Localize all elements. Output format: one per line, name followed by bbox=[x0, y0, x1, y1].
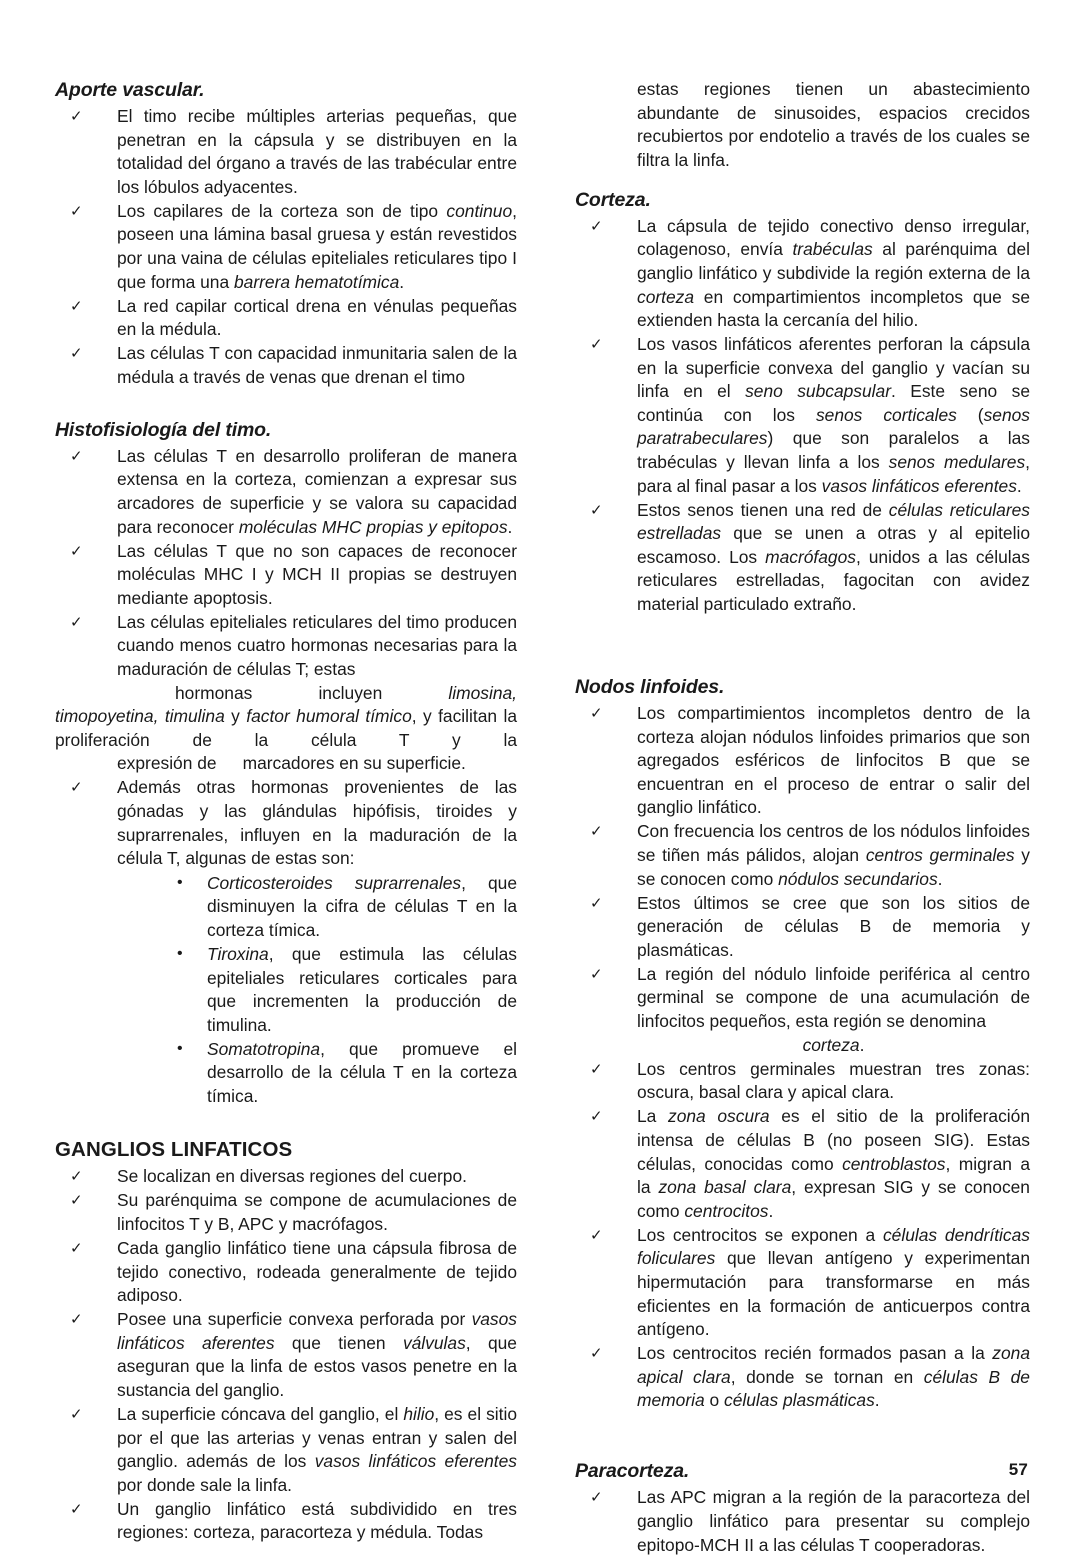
continuation-text: estas regiones tienen un abastecimiento abundante de sinusoides, espacios crecidos recubiertos por endotelio a través de los cuales se filtra la linfa. bbox=[637, 79, 1030, 170]
check-icon: ✓ bbox=[70, 447, 83, 465]
list-ganglios-linfaticos bbox=[55, 1165, 517, 1545]
two-column-body bbox=[55, 78, 1030, 1558]
check-icon: ✓ bbox=[70, 1311, 83, 1329]
list-item bbox=[575, 1486, 1030, 1557]
continuation-paragraph bbox=[575, 78, 1030, 172]
list-item bbox=[55, 1189, 517, 1236]
check-icon: ✓ bbox=[70, 1406, 83, 1424]
list-item bbox=[55, 611, 517, 776]
list-nodos-linfoides bbox=[575, 702, 1030, 1413]
check-icon: ✓ bbox=[590, 1345, 603, 1363]
list-aporte-vascular bbox=[55, 105, 517, 389]
list-item-text: Su parénquima se compone de acumulaciones de linfocitos T y B, APC y macrófagos. bbox=[117, 1190, 517, 1234]
list-item bbox=[575, 963, 1030, 1057]
list-item-text: La superficie cóncava del ganglio, el hilio, es el sitio por el que las arterias y venas entran y salen del ganglio. además de los vasos linfáticos eferentes por donde sale la linfa. bbox=[117, 1404, 518, 1495]
list-item bbox=[575, 702, 1030, 820]
list-item bbox=[55, 200, 517, 294]
list-item-text: Un ganglio linfático está subdividido en tres regiones: corteza, paracorteza y médula. Todas bbox=[117, 1498, 517, 1543]
list-item-text: Tiroxina, que estimula las células epiteliales reticulares corticales para que incrementen la producción de timulina. bbox=[207, 943, 517, 1035]
list-item-text: Cada ganglio linfático tiene una cápsula fibrosa de tejido conectivo, rodeada generalmente de tejido adiposo. bbox=[117, 1238, 517, 1306]
check-icon: ✓ bbox=[590, 823, 603, 841]
list-item bbox=[575, 1224, 1030, 1342]
list-item bbox=[55, 943, 517, 1037]
section-spacer bbox=[575, 617, 1030, 675]
list-item-text: Además otras hormonas provenientes de las gónadas y las glándulas hipófisis, tiroides y suprarrenales, influyen en la maduración de la célula T, algunas de estas son: bbox=[117, 777, 517, 869]
list-item-text: La red capilar cortical drena en vénulas pequeñas en la médula. bbox=[117, 295, 517, 340]
left-column bbox=[55, 78, 517, 1546]
check-icon: ✓ bbox=[70, 1240, 83, 1257]
check-icon: ✓ bbox=[70, 297, 83, 315]
check-icon: ✓ bbox=[590, 705, 603, 723]
bullet-icon: • bbox=[177, 1039, 183, 1057]
heading-aporte-vascular: Aporte vascular. bbox=[55, 79, 205, 101]
list-item bbox=[575, 333, 1030, 498]
list-item-text: La cápsula de tejido conectivo denso irregular, colagenoso, envía trabéculas al parénquima del ganglio linfático y subdivide la región externa de la corteza en compartimientos incompletos que se extienden hasta la cercanía del hilio. bbox=[637, 215, 1030, 331]
right-column bbox=[575, 78, 1030, 1558]
check-icon: ✓ bbox=[590, 1489, 603, 1507]
check-icon: ✓ bbox=[70, 542, 83, 560]
list-item bbox=[575, 820, 1030, 891]
check-icon: ✓ bbox=[590, 336, 603, 354]
list-item-text: La zona oscura es el sitio de la proliferación intensa de células B (no poseen SIG). Estas células, conocidas como centroblastos, migran a la zona basal clara, expresan SIG y se conocen como centrocitos. bbox=[637, 1106, 1030, 1221]
sublist-hormonas bbox=[55, 872, 517, 1109]
list-item bbox=[55, 105, 517, 199]
check-icon: ✓ bbox=[590, 1060, 603, 1078]
page-number: 57 bbox=[1008, 1460, 1028, 1479]
list-paracorteza bbox=[575, 1486, 1030, 1557]
list-item bbox=[55, 1498, 517, 1545]
section-spacer bbox=[575, 1413, 1030, 1459]
list-item bbox=[575, 499, 1030, 617]
list-item bbox=[55, 295, 517, 342]
list-item bbox=[55, 776, 517, 870]
list-item-text: Estos senos tienen una red de células reticulares estrelladas que se unen a otras y al epitelio escamoso. Los macrófagos, unidos a las células reticulares estrelladas, fagocitan con avidez material particulado extraño. bbox=[637, 499, 1030, 615]
list-histofisiologia bbox=[55, 445, 517, 871]
check-icon: ✓ bbox=[70, 613, 83, 631]
check-icon: ✓ bbox=[70, 779, 83, 797]
section-spacer bbox=[55, 1109, 517, 1137]
heading-histofisiologia-del-timo: Histofisiología del timo. bbox=[55, 418, 272, 441]
list-item bbox=[575, 215, 1030, 333]
list-item-text: Se localizan en diversas regiones del cuerpo. bbox=[117, 1166, 467, 1187]
check-icon: ✓ bbox=[590, 965, 603, 983]
check-icon: ✓ bbox=[590, 1226, 603, 1244]
check-icon: ✓ bbox=[70, 1168, 83, 1186]
list-item bbox=[55, 1308, 517, 1402]
list-item bbox=[55, 1403, 517, 1497]
heading-ganglios-linfaticos: GANGLIOS LINFATICOS bbox=[55, 1138, 293, 1162]
heading-corteza: Corteza. bbox=[575, 188, 651, 211]
list-item-text: La región del nódulo linfoide periférica al centro germinal se compone de una acumulación de linfocitos pequeños, esta región se denomina corteza. bbox=[637, 963, 1030, 1055]
check-icon: ✓ bbox=[70, 1500, 83, 1518]
list-item bbox=[55, 872, 517, 943]
list-item-text: Las APC migran a la región de la paracorteza del ganglio linfático para presentar su complejo epitopo-MCH II a las células T cooperadoras. bbox=[637, 1487, 1030, 1555]
check-icon: ✓ bbox=[590, 1108, 603, 1126]
heading-paracorteza: Paracorteza. bbox=[575, 1460, 690, 1483]
list-item bbox=[55, 445, 517, 539]
list-item-text: Las células T en desarrollo proliferan de manera extensa en la corteza, comienzan a expresar sus arcadores de superficie y se valora su capacidad para reconocer moléculas MHC propias y epitopos. bbox=[117, 445, 517, 537]
bullet-icon: • bbox=[177, 944, 183, 962]
list-item-text: Posee una superficie convexa perforada por vasos linfáticos aferentes que tienen válvulas, que aseguran que la linfa de estos vasos penetre en la sustancia del ganglio. bbox=[117, 1309, 517, 1400]
check-icon: ✓ bbox=[590, 217, 603, 235]
list-item-text: Los centros germinales muestran tres zonas: oscura, basal clara y apical clara. bbox=[637, 1058, 1030, 1103]
list-item bbox=[575, 1342, 1030, 1413]
list-item-text: Los vasos linfáticos aferentes perforan la cápsula en la superficie convexa del ganglio y vacían su linfa en el seno subcapsular. Este seno se continúa con los senos corticales (senos paratrabeculares) que son paralelos a las trabéculas y llevan linfa a los senos medulares, para al final pasar a los vasos linfáticos eferentes. bbox=[637, 334, 1030, 496]
list-item-text: Estos últimos se cree que son los sitios de generación de células B de memoria y plasmáticas. bbox=[637, 892, 1030, 960]
list-item-text: Las células T que no son capaces de reconocer moléculas MHC I y MCH II propias se destruyen mediante apoptosis. bbox=[117, 540, 517, 608]
list-item bbox=[55, 1165, 517, 1189]
check-icon: ✓ bbox=[590, 894, 603, 912]
list-item-text: Los centrocitos recién formados pasan a la zona apical clara, donde se tornan en células B de memoria o células plasmáticas. bbox=[637, 1343, 1030, 1411]
heading-nodos-linfoides: Nodos linfoides. bbox=[575, 676, 725, 699]
list-item-text: Los capilares de la corteza son de tipo continuo, poseen una lámina basal gruesa y están revestidos por una vaina de células epiteliales reticulares tipo I que forma una barrera hematotímica. bbox=[117, 200, 517, 292]
list-item bbox=[55, 540, 517, 611]
check-icon: ✓ bbox=[70, 202, 83, 220]
section-spacer bbox=[55, 390, 517, 418]
list-item-text: El timo recibe múltiples arterias pequeñas, que penetran en la cápsula y se distribuyen en la totalidad del órgano a través de las trabécular entre los lóbulos adyacentes. bbox=[117, 105, 517, 197]
list-item-text: Con frecuencia los centros de los nódulos linfoides se tiñen más pálidos, alojan centros germinales y se conocen como nódulos secundarios. bbox=[637, 821, 1031, 889]
bullet-icon: • bbox=[177, 873, 183, 891]
list-item-text: Somatotropina, que promueve el desarrollo de la célula T en la corteza tímica. bbox=[207, 1038, 517, 1106]
list-item bbox=[575, 892, 1030, 963]
list-item-text: Los centrocitos se exponen a células dendríticas foliculares que llevan antígeno y experimentan hipermutación para transformarse en más eficientes en la formación de anticuerpos contra antígeno. bbox=[637, 1224, 1030, 1340]
list-item bbox=[55, 1038, 517, 1109]
section-spacer bbox=[575, 173, 1030, 188]
list-corteza bbox=[575, 215, 1030, 617]
check-icon: ✓ bbox=[70, 1192, 83, 1210]
check-icon: ✓ bbox=[70, 345, 83, 363]
list-item-text: Los compartimientos incompletos dentro de la corteza alojan nódulos linfoides primarios que son agregados esféricos de linfocitos B que se encuentran en el proceso de entrar o salir del ganglio linfático. bbox=[637, 703, 1030, 818]
list-item-text: Corticosteroides suprarrenales, que disminuyen la cifra de células T en la corteza tímica. bbox=[207, 872, 517, 940]
list-item bbox=[55, 342, 517, 389]
list-item bbox=[55, 1237, 517, 1308]
list-item bbox=[575, 1058, 1030, 1105]
check-icon: ✓ bbox=[70, 107, 83, 125]
list-item-text: Las células T con capacidad inmunitaria salen de la médula a través de venas que drenan el timo bbox=[117, 343, 517, 387]
check-icon: ✓ bbox=[590, 501, 603, 519]
list-item-text: Las células epiteliales reticulares del timo producen cuando menos cuatro hormonas necesarias para la maduración de células T; estas hormonas incluyen limosina, timopoyetina, timulina y factor humoral tímico, y facilitan la proliferación de la célula T y la expresión de marcadores en su superficie. bbox=[55, 611, 517, 774]
continuation-block bbox=[575, 78, 1030, 172]
list-item bbox=[575, 1105, 1030, 1223]
